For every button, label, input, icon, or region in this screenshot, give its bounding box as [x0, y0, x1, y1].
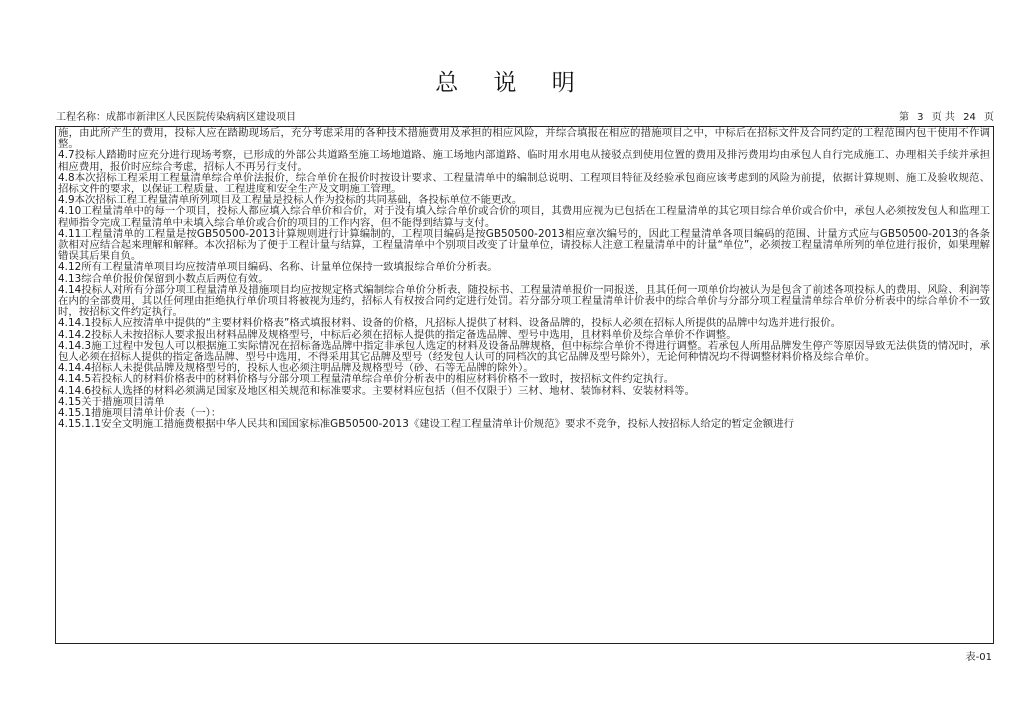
- paragraph: 4.15.1措施项目清单计价表（一）：: [58, 407, 222, 420]
- form-number: 表-01: [965, 652, 992, 663]
- content-box: [55, 126, 994, 644]
- paragraph: 4.14.6投标人选择的材料必须满足国家及地区相关规范和标准要求。主要材料应包括（但不仅限于）三材、地材、装饰材料、安装材料等。: [58, 384, 695, 397]
- page-suffix: 页: [984, 112, 994, 123]
- page-mid: 页 共: [931, 112, 955, 123]
- paragraph: 4.14投标人对所有分部分项工程量清单及措施项目均应按规定格式编制综合单价分析表，随投标书、工程量清单报价一同报送，且其任何一项单价均被认为是包含了前述各项投标人的费用、风险、利润等在内的全部费用，其以任何理由拒绝执行单价项目将被视为违约，招标人有权按合同约定进行处罚。若分部分项工程量清单计价表中的综合单价与分部分项工程量清单综合单价分析表中的综合单价不一致时，按招标文件约定执行。: [58, 283, 990, 319]
- page-title: 总 说 明: [435, 70, 589, 96]
- page-current: 3: [917, 112, 924, 123]
- page-prefix: 第: [898, 112, 909, 123]
- paragraph: 4.13综合单价报价保留到小数点后两位有效。: [58, 272, 269, 285]
- paragraph: 4.12所有工程量清单项目均应按清单项目编码、名称、计量单位保持一致填报综合单价分析表。: [58, 261, 498, 274]
- header-row: [56, 111, 994, 127]
- paragraph: 4.15关于措施项目清单: [58, 395, 165, 408]
- paragraph: 4.7投标人踏勘时应充分进行现场考察，已形成的外部公共道路至施工场地道路、施工场地内部道路、临时用水用电从接驳点到使用位置的费用及排污费用均由承包人自行完成施工、办理相关手续并承担相应费用，报价时应综合考虑，招标人不再另行支付。: [58, 149, 990, 173]
- page-counter: [894, 111, 994, 125]
- project-name: 成都市新津区人民医院传染病病区建设项目: [106, 112, 296, 123]
- paragraph: 4.11工程量清单的工程量是按GB50500-2013计算规则进行计算编制的，工程项目编码是按GB50500-2013相应章次编号的，因此工程量清单各项目编码的范围、计量方式应与GB50500-2013的各条款相对应结合起来理解和解释。本次招标为了便于工程计量与结算，工程量清单中个别项目改变了计量单位，请投标人注意工程量清单中的计量“单位”，必须按工程量清单所列的单位进行报价，如果理解错误其后果自负。: [58, 227, 990, 263]
- paragraph: 4.8本次招标工程采用工程量清单综合单价法报价，综合单价在报价时按设计要求、工程量清单中的编制总说明、工程项目特征及经验承包商应该考虑到的风险为前提，依据计算规则、施工及验收规范、招标文件的要求，以保证工程质量、工程进度和安全生产及文明施工管理。: [58, 171, 990, 196]
- paragraph: 4.15.1.1安全文明施工措施费根据中华人民共和国国家标准GB50500-2013《建设工程工程量清单计价规范》要求不竞争，投标人按招标人给定的暂定金额进行: [58, 418, 795, 431]
- paragraph: 4.14.2投标人未按招标人要求报出材料品牌及规格型号，中标后必须在招标人提供的指定备选品牌、型号中选用，且材料单价及综合单价不作调整。: [58, 328, 737, 341]
- content-text: [56, 127, 993, 430]
- paragraph: 4.14.1投标人应按清单中提供的“主要材料价格表”格式填报材料、设备的价格，凡招标人提供了材料、设备品牌的，投标人必须在招标人所提供的品牌中勾选并进行报价。: [58, 317, 842, 330]
- project-name-line: [56, 111, 296, 125]
- paragraph: 施，由此所产生的费用，投标人应在踏勘现场后，充分考虑采用的各种技术措施费用及承担的相应风险，并综合填报在相应的措施项目之中，中标后在招标文件及合同约定的工程范围内包干使用不作调整。: [58, 127, 990, 151]
- project-label: 工程名称：: [56, 112, 106, 123]
- paragraph: 4.10工程量清单中的每一个项目，投标人都应填入综合单价和合价，对于没有填入综合单价或合价的项目，其费用应视为已包括在工程量清单的其它项目综合单价或合价中，承包人必须按发包人和监理工程师指令完成工程量清单中未填入综合单价或合价的项目的工作内容，但不能得到结算与支付。: [58, 205, 990, 229]
- paragraph: 4.14.3施工过程中发包人可以根据施工实际情况在招标备选品牌中指定非承包人选定的材料及设备品牌规格，但中标综合单价不得进行调整。若承包人所用品牌发生停产等原因导致无法供货的情况时，承包人必须在招标人提供的指定备选品牌、型号中选用，不得采用其它品牌及型号（经发包人认可的同档次的其它品牌及型号除外），无论何种情况均不得调整材料价格及综合单价。: [58, 339, 990, 364]
- paragraph: 4.14.4招标人未提供品牌及规格型号的，投标人也必须注明品牌及规格型号（砂、石等无品牌的除外）。: [58, 362, 534, 375]
- paragraph: 4.9本次招标工程工程量清单所列项目及工程量是投标人作为投标的共同基础，各投标单位不能更改。: [58, 194, 523, 207]
- page-total: 24: [963, 112, 976, 123]
- paragraph: 4.14.5若投标人的材料价格表中的材料价格与分部分项工程量清单综合单价分析表中的相应材料价格不一致时，按招标文件约定执行。: [58, 373, 675, 386]
